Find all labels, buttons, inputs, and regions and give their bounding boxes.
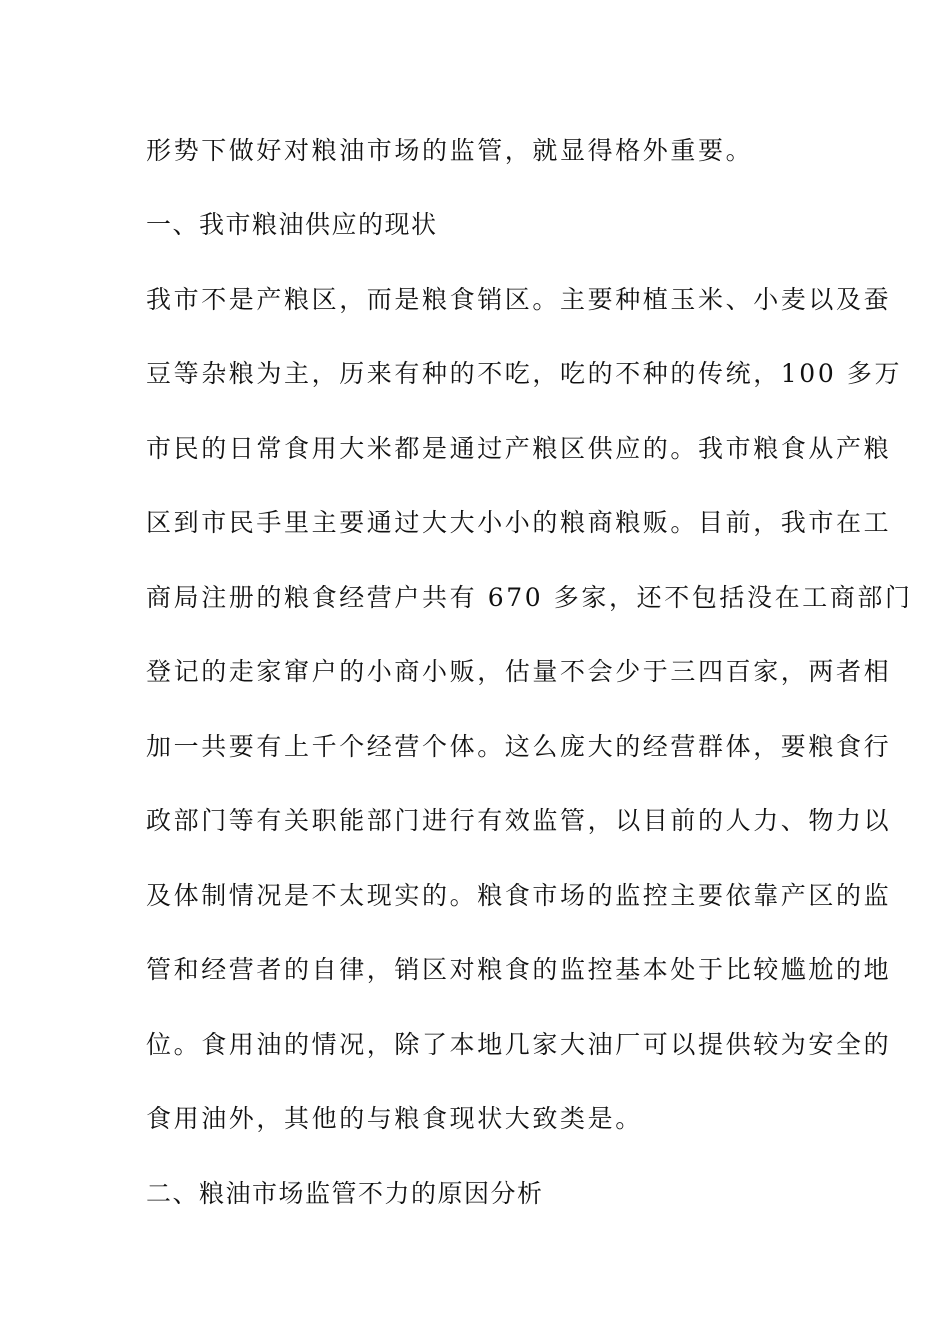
section-heading-1: 一、我市粮油供应的现状 (146, 210, 438, 239)
paragraph-line: 商局注册的粮食经营户共有 670 多家，还不包括没在工商部门 (146, 583, 913, 612)
paragraph-line: 登记的走家窜户的小商小贩，估量不会少于三四百家，两者相 (146, 657, 892, 686)
paragraph-line: 市民的日常食用大米都是通过产粮区供应的。我市粮食从产粮 (146, 434, 892, 463)
paragraph-line: 位。食用油的情况，除了本地几家大油厂可以提供较为安全的 (146, 1030, 892, 1059)
paragraph-line: 管和经营者的自律，销区对粮食的监控基本处于比较尴尬的地 (146, 955, 892, 984)
paragraph-line: 及体制情况是不太现实的。粮食市场的监控主要依靠产区的监 (146, 881, 892, 910)
paragraph-line: 形势下做好对粮油市场的监管，就显得格外重要。 (146, 136, 754, 165)
paragraph-line: 区到市民手里主要通过大大小小的粮商粮贩。目前，我市在工 (146, 508, 892, 537)
paragraph-line: 政部门等有关职能部门进行有效监管，以目前的人力、物力以 (146, 806, 892, 835)
paragraph-line: 食用油外，其他的与粮食现状大致类是。 (146, 1104, 643, 1133)
paragraph-line: 加一共要有上千个经营个体。这么庞大的经营群体，要粮食行 (146, 732, 892, 761)
paragraph-line: 豆等杂粮为主，历来有种的不吃，吃的不种的传统，100 多万 (146, 359, 903, 388)
paragraph-line: 我市不是产粮区，而是粮食销区。主要种植玉米、小麦以及蚕 (146, 285, 892, 314)
section-heading-2: 二、粮油市场监管不力的原因分析 (146, 1179, 544, 1208)
